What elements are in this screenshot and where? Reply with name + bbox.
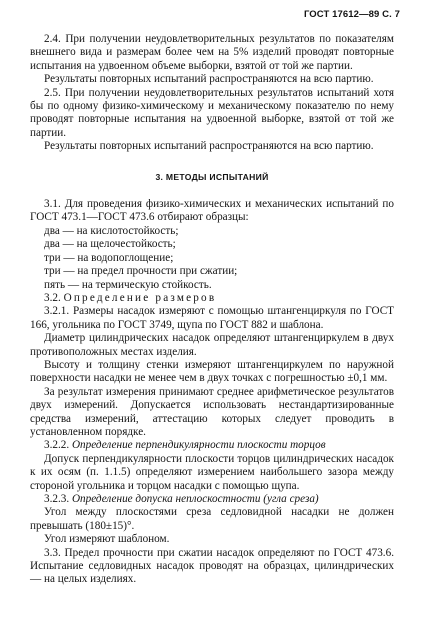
para-template: Угол измеряют шаблоном. — [44, 533, 170, 546]
para-measurement-result: За результат измерения принимают среднее арифметическое результатов двух измерений. Допускается использовать нестандартизированные средства измерений, аттестацию которых следует проводить в установленном порядке. — [30, 385, 394, 438]
sample-alkali-resistance: два — на щелочестойкость; — [44, 238, 176, 251]
sample-compressive-strength: три — на предел прочности при сжатии; — [44, 265, 238, 278]
para-2-5-result: Результаты повторных испытаний распространяются на всю партию. — [44, 140, 374, 153]
para-3-2-3-heading-part-0: 3.2.3. — [44, 493, 72, 505]
para-3-2-heading-part-0: 3.2. — [44, 291, 64, 304]
para-2-5: 2.5. При получении неудовлетворительных результатов испытаний хотя бы по одному физико-химическому и механическому показателю по нему проводят повторные испытания на удвоенной выборке, взятой от той же партии. — [30, 86, 394, 139]
para-3-2-heading — [30, 292, 394, 305]
para-3-2-2-heading-part-1: Определение перпендикулярности плоскости торцов — [71, 439, 326, 452]
para-3-2-2-heading-part-0: 3.2.2. — [44, 439, 72, 452]
para-height-thickness: Высоту и толщину стенки измеряют штангенциркулем по наружной поверхности насадки не менее чем в двух точках с погрешностью ±0,1 мм. — [30, 358, 394, 385]
sample-water-absorption: три — на водопоглощение; — [44, 251, 174, 264]
running-head: ГОСТ 17612—89 С. 7 — [303, 9, 400, 20]
para-cut-angle: Угол между плоскостями среза седловидной насадки не должен превышать (180±15)°. — [30, 506, 394, 532]
section-title: 3. МЕТОДЫ ИСПЫТАНИЙ — [155, 171, 269, 182]
sample-acid-resistance: два — на кислотостойкость; — [44, 224, 179, 237]
para-3-2-heading-part-1: Определение размеров — [63, 291, 217, 304]
document-body — [30, 33, 394, 587]
para-3-1: 3.1. Для проведения физико-химических и механических испытаний по ГОСТ 473.1—ГОСТ 473.6 отбирают образцы: — [30, 198, 394, 224]
para-perpendicularity: Допуск перпендикулярности плоскости торцов цилиндрических насадок к их осям (п. 1.1.5) определяют измерением наибольшего зазора между стороной угольника и торцом насадки с помощью щупа. — [30, 452, 394, 492]
para-diameter: Диаметр цилиндрических насадок определяют штангенциркулем в двух противоположных местах изделия. — [30, 332, 394, 358]
para-3-2-2-heading — [30, 439, 394, 452]
sample-thermal-resistance: пять — на термическую стойкость. — [44, 278, 212, 291]
para-3-2-1: 3.2.1. Размеры насадок измеряют с помощью штангенциркуля по ГОСТ 166, угольника по ГОСТ 3749, щупа по ГОСТ 882 и шаблона. — [30, 305, 394, 331]
para-3-2-3-heading — [30, 493, 394, 506]
para-2-4-result: Результаты повторных испытаний распространяются на всю партию. — [44, 73, 374, 86]
para-2-4: 2.4. При получении неудовлетворительных результатов по показателям внешнего вида и размерам более чем на 5% изделий проводят повторные испытания на удвоенном объеме выборки, взятой от той же партии. — [30, 33, 394, 72]
para-3-2-3-heading-part-1: Определение допуска неплоскостности (угла среза) — [71, 493, 319, 505]
para-3-3: 3.3. Предел прочности при сжатии насадок определяют по ГОСТ 473.6. Испытание седловидных насадок проводят на образцах, цилиндрических — на целых изделиях. — [30, 546, 394, 586]
